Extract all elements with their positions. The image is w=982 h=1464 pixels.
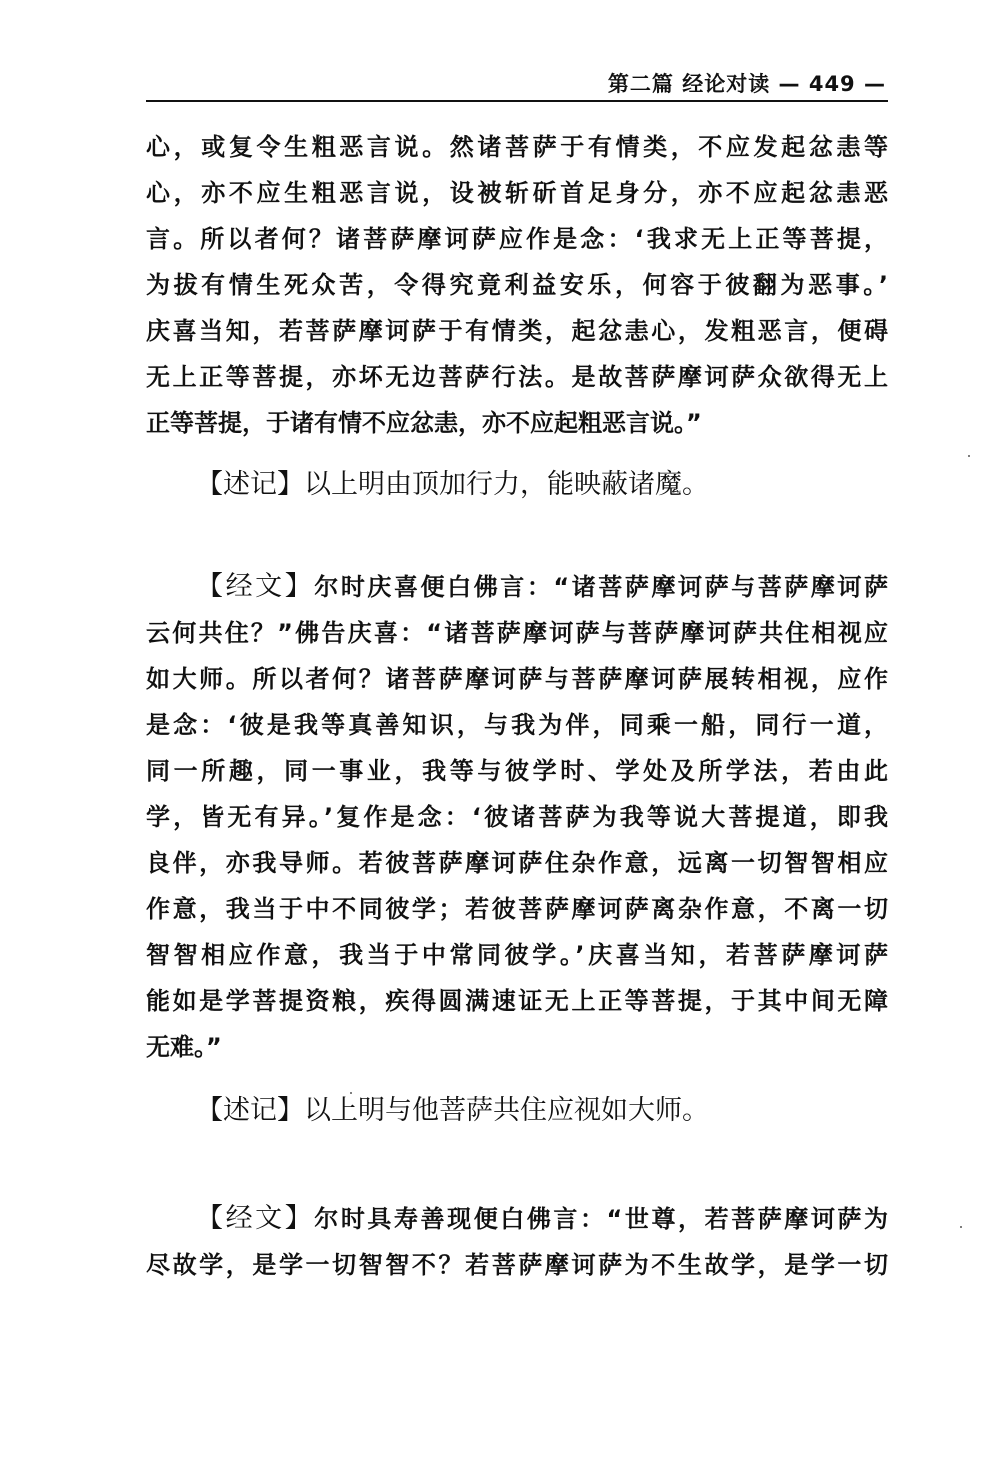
text-line-first xyxy=(146,564,888,610)
sutra-passage-continued xyxy=(146,124,888,446)
commentary-tag: 【述记】 xyxy=(196,1095,304,1126)
scan-speck xyxy=(960,1226,962,1228)
commentary-text: 以上明由顶加行力，能映蔽诸魔。 xyxy=(304,469,709,500)
text-line: 作意，我当于中不同彼学；若彼菩萨摩诃萨离杂作意，不离一切 xyxy=(146,895,888,923)
scan-speck xyxy=(350,1092,352,1094)
text-line: 智智相应作意，我当于中常同彼学。’庆喜当知，若菩萨摩诃萨 xyxy=(146,941,888,969)
text-line: 尽故学，是学一切智智不？若菩萨摩诃萨为不生故学，是学一切 xyxy=(146,1251,888,1279)
text-line: 同一所趣，同一事业，我等与彼学时、学处及所学法，若由此 xyxy=(146,757,888,785)
text-line: 为拔有情生死众苦，令得究竟利益安乐，何容于彼翻为恶事。’ xyxy=(146,271,888,299)
text-line: 是念：‘彼是我等真善知识，与我为伴，同乘一船，同行一道， xyxy=(146,711,888,739)
text-line: 良伴，亦我导师。若彼菩萨摩诃萨住杂作意，远离一切智智相应 xyxy=(146,849,888,877)
sutra-tag: 【经文】 xyxy=(196,571,315,602)
commentary-note xyxy=(196,462,709,508)
text-line: 心，亦不应生粗恶言说，设被斩斫首足身分，亦不应起忿恚恶 xyxy=(146,179,888,207)
text-line-first xyxy=(146,1196,888,1242)
text-line: 心，或复令生粗恶言说。然诸菩萨于有情类，不应发起忿恚等 xyxy=(146,133,888,161)
sutra-passage xyxy=(146,564,888,1070)
scan-speck xyxy=(968,455,970,457)
text-line: 学，皆无有异。’复作是念：‘彼诸菩萨为我等说大菩提道，即我 xyxy=(146,803,888,831)
sutra-tag: 【经文】 xyxy=(196,1203,315,1234)
commentary-tag: 【述记】 xyxy=(196,469,304,500)
sutra-text: 尔时具寿善现便白佛言：“世尊，若菩萨摩诃萨为 xyxy=(314,1205,888,1233)
text-line: 庆喜当知，若菩萨摩诃萨于有情类，起忿恚心，发粗恶言，便碍 xyxy=(146,317,888,345)
text-line: 正等菩提，于诸有情不应忿恚，亦不应起粗恶言说。” xyxy=(146,409,702,437)
running-head-text: 第二篇 经论对读 — 449 — xyxy=(607,72,886,96)
running-header xyxy=(146,60,888,102)
text-line: 无难。” xyxy=(146,1033,222,1061)
commentary-text: 以上明与他菩萨共住应视如大师。 xyxy=(304,1095,709,1126)
text-line: 无上正等菩提，亦坏无边菩萨行法。是故菩萨摩诃萨众欲得无上 xyxy=(146,363,888,391)
sutra-passage xyxy=(146,1196,888,1288)
text-line: 云何共住？”佛告庆喜：“诸菩萨摩诃萨与菩萨摩诃萨共住相视应 xyxy=(146,619,888,647)
text-line: 如大师。所以者何？诸菩萨摩诃萨与菩萨摩诃萨展转相视，应作 xyxy=(146,665,888,693)
text-line: 言。所以者何？诸菩萨摩诃萨应作是念：‘我求无上正等菩提， xyxy=(146,225,888,253)
sutra-text: 尔时庆喜便白佛言：“诸菩萨摩诃萨与菩萨摩诃萨 xyxy=(314,573,888,601)
text-line: 能如是学菩提资粮，疾得圆满速证无上正等菩提，于其中间无障 xyxy=(146,987,888,1015)
commentary-note xyxy=(196,1088,709,1134)
